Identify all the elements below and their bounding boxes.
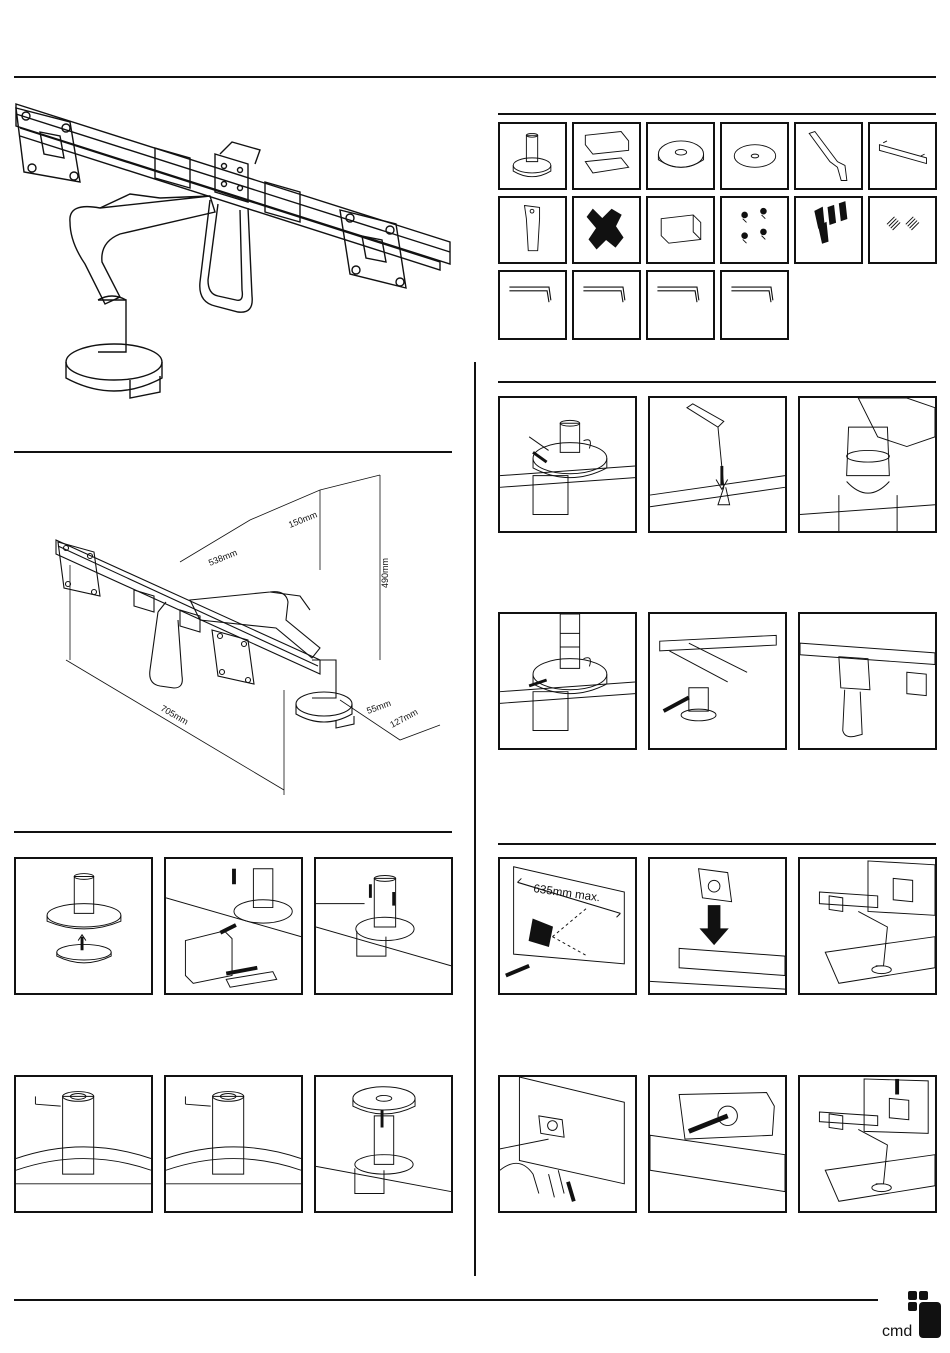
step-r3-1 xyxy=(498,857,637,995)
part-screws-b xyxy=(794,196,863,264)
step-r1-1 xyxy=(498,396,637,533)
part-washer-disc xyxy=(720,122,789,190)
part-clip xyxy=(646,196,715,264)
step-l1-1 xyxy=(14,857,153,995)
vesa-max-label: 635mm max. xyxy=(532,882,602,905)
part-cover-ring xyxy=(646,122,715,190)
step-r2-3 xyxy=(798,612,937,750)
step-l1-3 xyxy=(314,857,453,995)
dim-490: 490mm xyxy=(380,557,390,588)
dim-538: 538mm xyxy=(207,547,239,568)
cmd-logo xyxy=(882,1291,942,1341)
step-l2-1 xyxy=(14,1075,153,1213)
dim-150: 150mm xyxy=(287,509,319,530)
step-r3-3 xyxy=(798,857,937,995)
dimensions-rule xyxy=(14,451,452,453)
step-r3-2 xyxy=(648,857,787,995)
step-r4-1 xyxy=(498,1075,637,1213)
part-allen-key-4 xyxy=(720,270,789,340)
part-desk-clamp xyxy=(572,122,641,190)
step-l1-2 xyxy=(164,857,303,995)
dim-55: 55mm xyxy=(365,697,393,716)
part-arm xyxy=(794,122,863,190)
install-right-rule-2 xyxy=(498,843,936,845)
step-r1-3 xyxy=(798,396,937,533)
step-r4-3 xyxy=(798,1075,937,1213)
part-column xyxy=(498,122,567,190)
step-r2-2 xyxy=(648,612,787,750)
part-allen-key-1 xyxy=(498,270,567,340)
top-rule xyxy=(14,76,936,78)
parts-rule xyxy=(498,113,936,115)
logo-square-big xyxy=(919,1302,941,1338)
logo-square-3 xyxy=(919,1291,928,1300)
product-illustration xyxy=(10,92,460,412)
bottom-rule xyxy=(14,1299,878,1301)
install-right-rule-1 xyxy=(498,381,936,383)
part-handle xyxy=(498,196,567,264)
step-r2-1 xyxy=(498,612,637,750)
part-allen-key-3 xyxy=(646,270,715,340)
step-r1-2 xyxy=(648,396,787,533)
dim-705: 705mm xyxy=(159,703,190,727)
step-l2-2 xyxy=(164,1075,303,1213)
logo-text: cmd xyxy=(882,1323,913,1340)
part-allen-key-2 xyxy=(572,270,641,340)
part-screws-a xyxy=(720,196,789,264)
part-springs xyxy=(868,196,937,264)
install-left-rule xyxy=(14,831,452,833)
step-r4-2 xyxy=(648,1075,787,1213)
dim-127: 127mm xyxy=(388,706,420,730)
dimension-diagram xyxy=(50,470,450,800)
part-vesa-plate xyxy=(572,196,641,264)
logo-square-2 xyxy=(908,1302,917,1311)
column-divider xyxy=(474,362,476,1276)
logo-square-1 xyxy=(908,1291,917,1300)
part-rail xyxy=(868,122,937,190)
step-l2-3 xyxy=(314,1075,453,1213)
